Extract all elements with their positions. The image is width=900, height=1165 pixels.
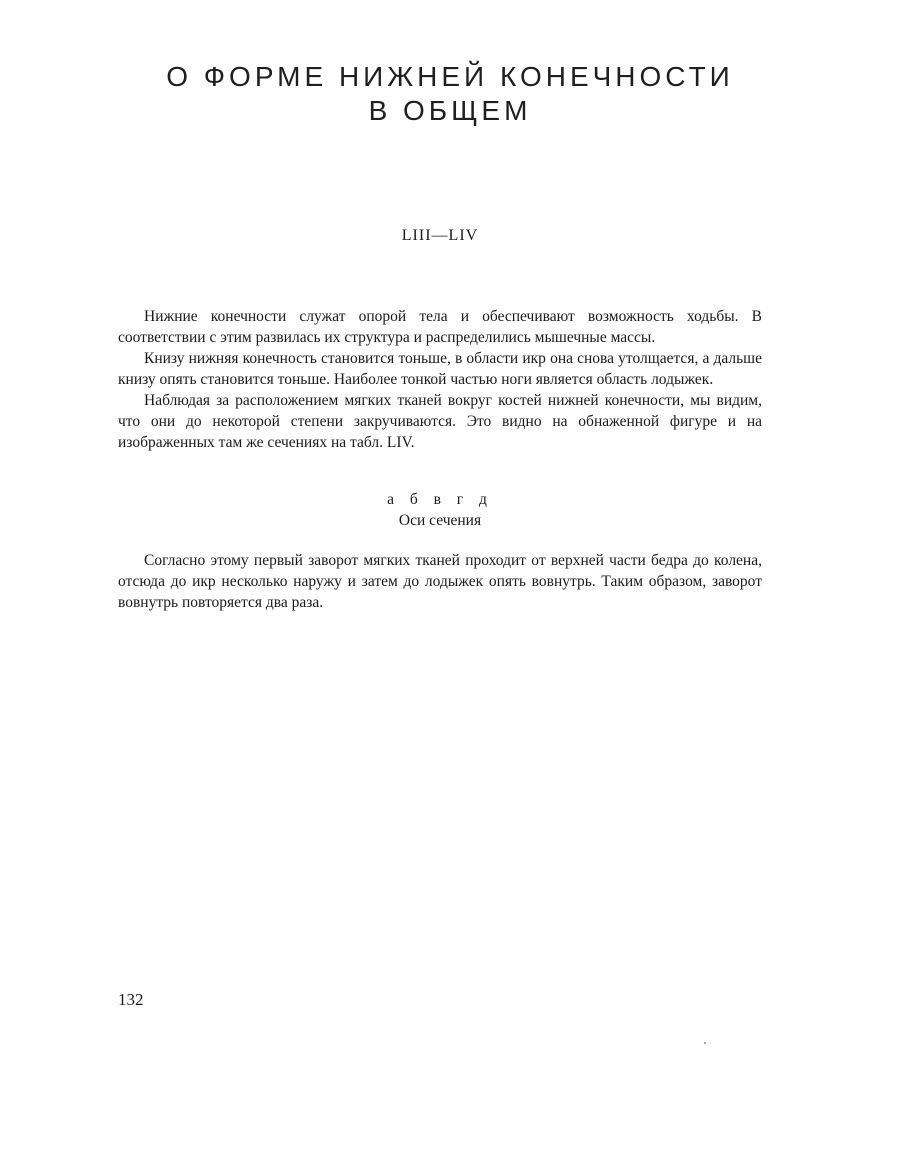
axes-caption: Оси сечения (398, 512, 482, 529)
print-speck (704, 1042, 706, 1044)
paragraph: Наблюдая за расположением мягких тканей вокруг костей нижней конечности, мы видим, что они до некоторой степени закручиваются. Это видно на обнаженной фигуре и на изображенных там же сечениях на табл. LIV. (118, 392, 762, 451)
plate-reference: LIII—LIV (401, 227, 479, 244)
body-text (118, 306, 762, 453)
page-number: 132 (118, 990, 144, 1009)
chapter-title-line-1: О ФОРМЕ НИЖНЕЙ КОНЕЧНОСТИ (166, 61, 734, 92)
paragraph: Нижние конечности служат опорой тела и обеспечивают возможность ходьбы. В соответствии с этим развилась их структура и распределились мышечные массы. (118, 308, 762, 346)
paragraph: Книзу нижняя конечность становится тоньше, в области икр она снова утолщается, а дальше книзу опять становится тоньше. Наиболее тонкой частью ноги является область лодыжек. (118, 350, 762, 388)
axes-letters: а б в г д (387, 491, 493, 508)
section-axes-caption (0, 489, 880, 531)
chapter-title (90, 60, 810, 128)
paragraph: Согласно этому первый заворот мягких тканей проходит от верхней части бедра до колена, отсюда до икр несколько наружу и затем до лодыжек опять вовнутрь. Таким образом, заворот вовнутрь повторяется два раза. (118, 552, 762, 611)
closing-text (118, 550, 762, 613)
chapter-title-line-2: В ОБЩЕМ (368, 95, 532, 126)
